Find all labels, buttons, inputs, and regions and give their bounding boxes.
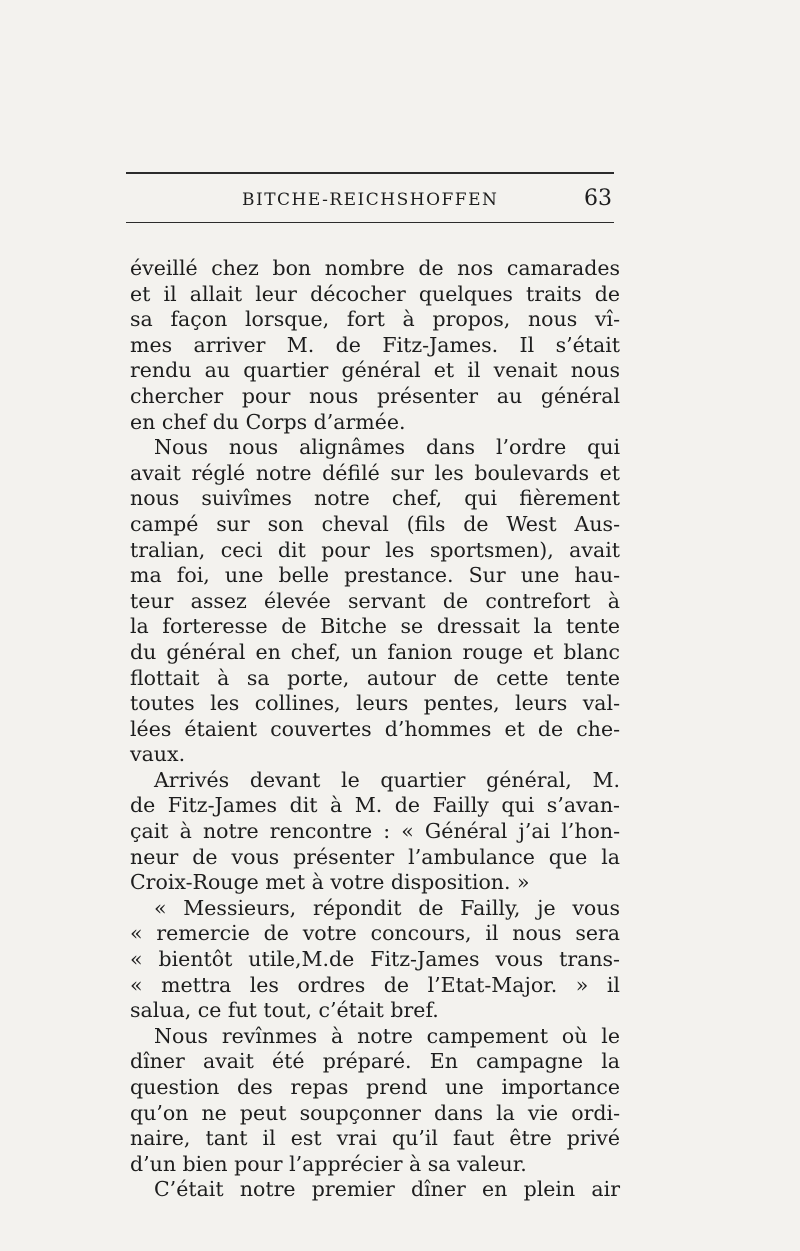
text-line: en chef du Corps d’armée. <box>130 409 406 434</box>
text-line: vaux. <box>130 742 186 767</box>
running-head <box>130 186 614 216</box>
text-line: nous suivîmes notre chef, qui fièrement <box>130 486 620 511</box>
text-line: çait à notre rencontre : « Général j’ai l’hon- <box>130 819 620 844</box>
text-line: naire, tant il est vrai qu’il faut être privé <box>130 1126 620 1151</box>
text-line: du général en chef, un fanion rouge et blanc <box>130 639 620 664</box>
text-line: flottait à sa porte, autour de cette tente <box>130 665 620 690</box>
body-text <box>130 256 620 1203</box>
text-line: « mettra les ordres de l’Etat-Major. » il <box>130 972 620 997</box>
text-line: et il allait leur décocher quelques traits de <box>130 281 620 306</box>
text-line: question des repas prend une importance <box>130 1075 620 1099</box>
header-rule-top <box>126 172 614 174</box>
text-line: « bientôt utile,M.de Fitz-James vous trans- <box>130 947 620 972</box>
text-line: lées étaient couvertes d’hommes et de che- <box>130 716 620 741</box>
text-line: d’un bien pour l’apprécier à sa valeur. <box>130 1151 527 1176</box>
text-line: sa façon lorsque, fort à propos, nous vî- <box>130 307 620 332</box>
text-line: tralian, ceci dit pour les sportsmen), avait <box>130 537 620 562</box>
running-title: BITCHE-REICHSHOFFEN <box>242 190 499 210</box>
text-line: « Messieurs, répondit de Failly, je vous <box>154 895 620 920</box>
text-line: salua, ce fut tout, c’était bref. <box>130 998 439 1023</box>
text-line: mes arriver M. de Fitz-James. Il s’était <box>130 332 620 357</box>
text-line: Arrivés devant le quartier général, M. <box>154 767 620 792</box>
text-line: éveillé chez bon nombre de nos camarades <box>130 256 620 280</box>
text-line: Croix-Rouge met à votre disposition. » <box>130 870 530 895</box>
text-line: teur assez élevée servant de contrefort à <box>130 588 620 613</box>
text-line: Nous nous alignâmes dans l’ordre qui <box>154 435 620 460</box>
text-line: campé sur son cheval (fils de West Aus- <box>130 511 620 536</box>
text-line: « remercie de votre concours, il nous sera <box>130 921 620 946</box>
page-number: 63 <box>584 186 612 211</box>
text-line: avait réglé notre défilé sur les boulevards et <box>130 460 620 485</box>
text-line: la forteresse de Bitche se dressait la tente <box>130 614 620 639</box>
text-line: qu’on ne peut soupçonner dans la vie ordi- <box>130 1100 620 1125</box>
text-line: chercher pour nous présenter au général <box>130 383 620 408</box>
text-line: rendu au quartier général et il venait nous <box>130 358 620 383</box>
text-line: de Fitz-James dit à M. de Failly qui s’avan- <box>130 793 620 818</box>
text-line: toutes les collines, leurs pentes, leurs val- <box>130 691 620 716</box>
text-line: neur de vous présenter l’ambulance que la <box>130 844 620 869</box>
header-rule-bottom <box>126 222 614 223</box>
text-line: C’était notre premier dîner en plein air <box>154 1177 620 1202</box>
text-line: Nous revînmes à notre campement où le <box>154 1023 620 1048</box>
text-line: dîner avait été préparé. En campagne la <box>130 1049 620 1074</box>
text-line: ma foi, une belle prestance. Sur une hau- <box>130 563 620 588</box>
